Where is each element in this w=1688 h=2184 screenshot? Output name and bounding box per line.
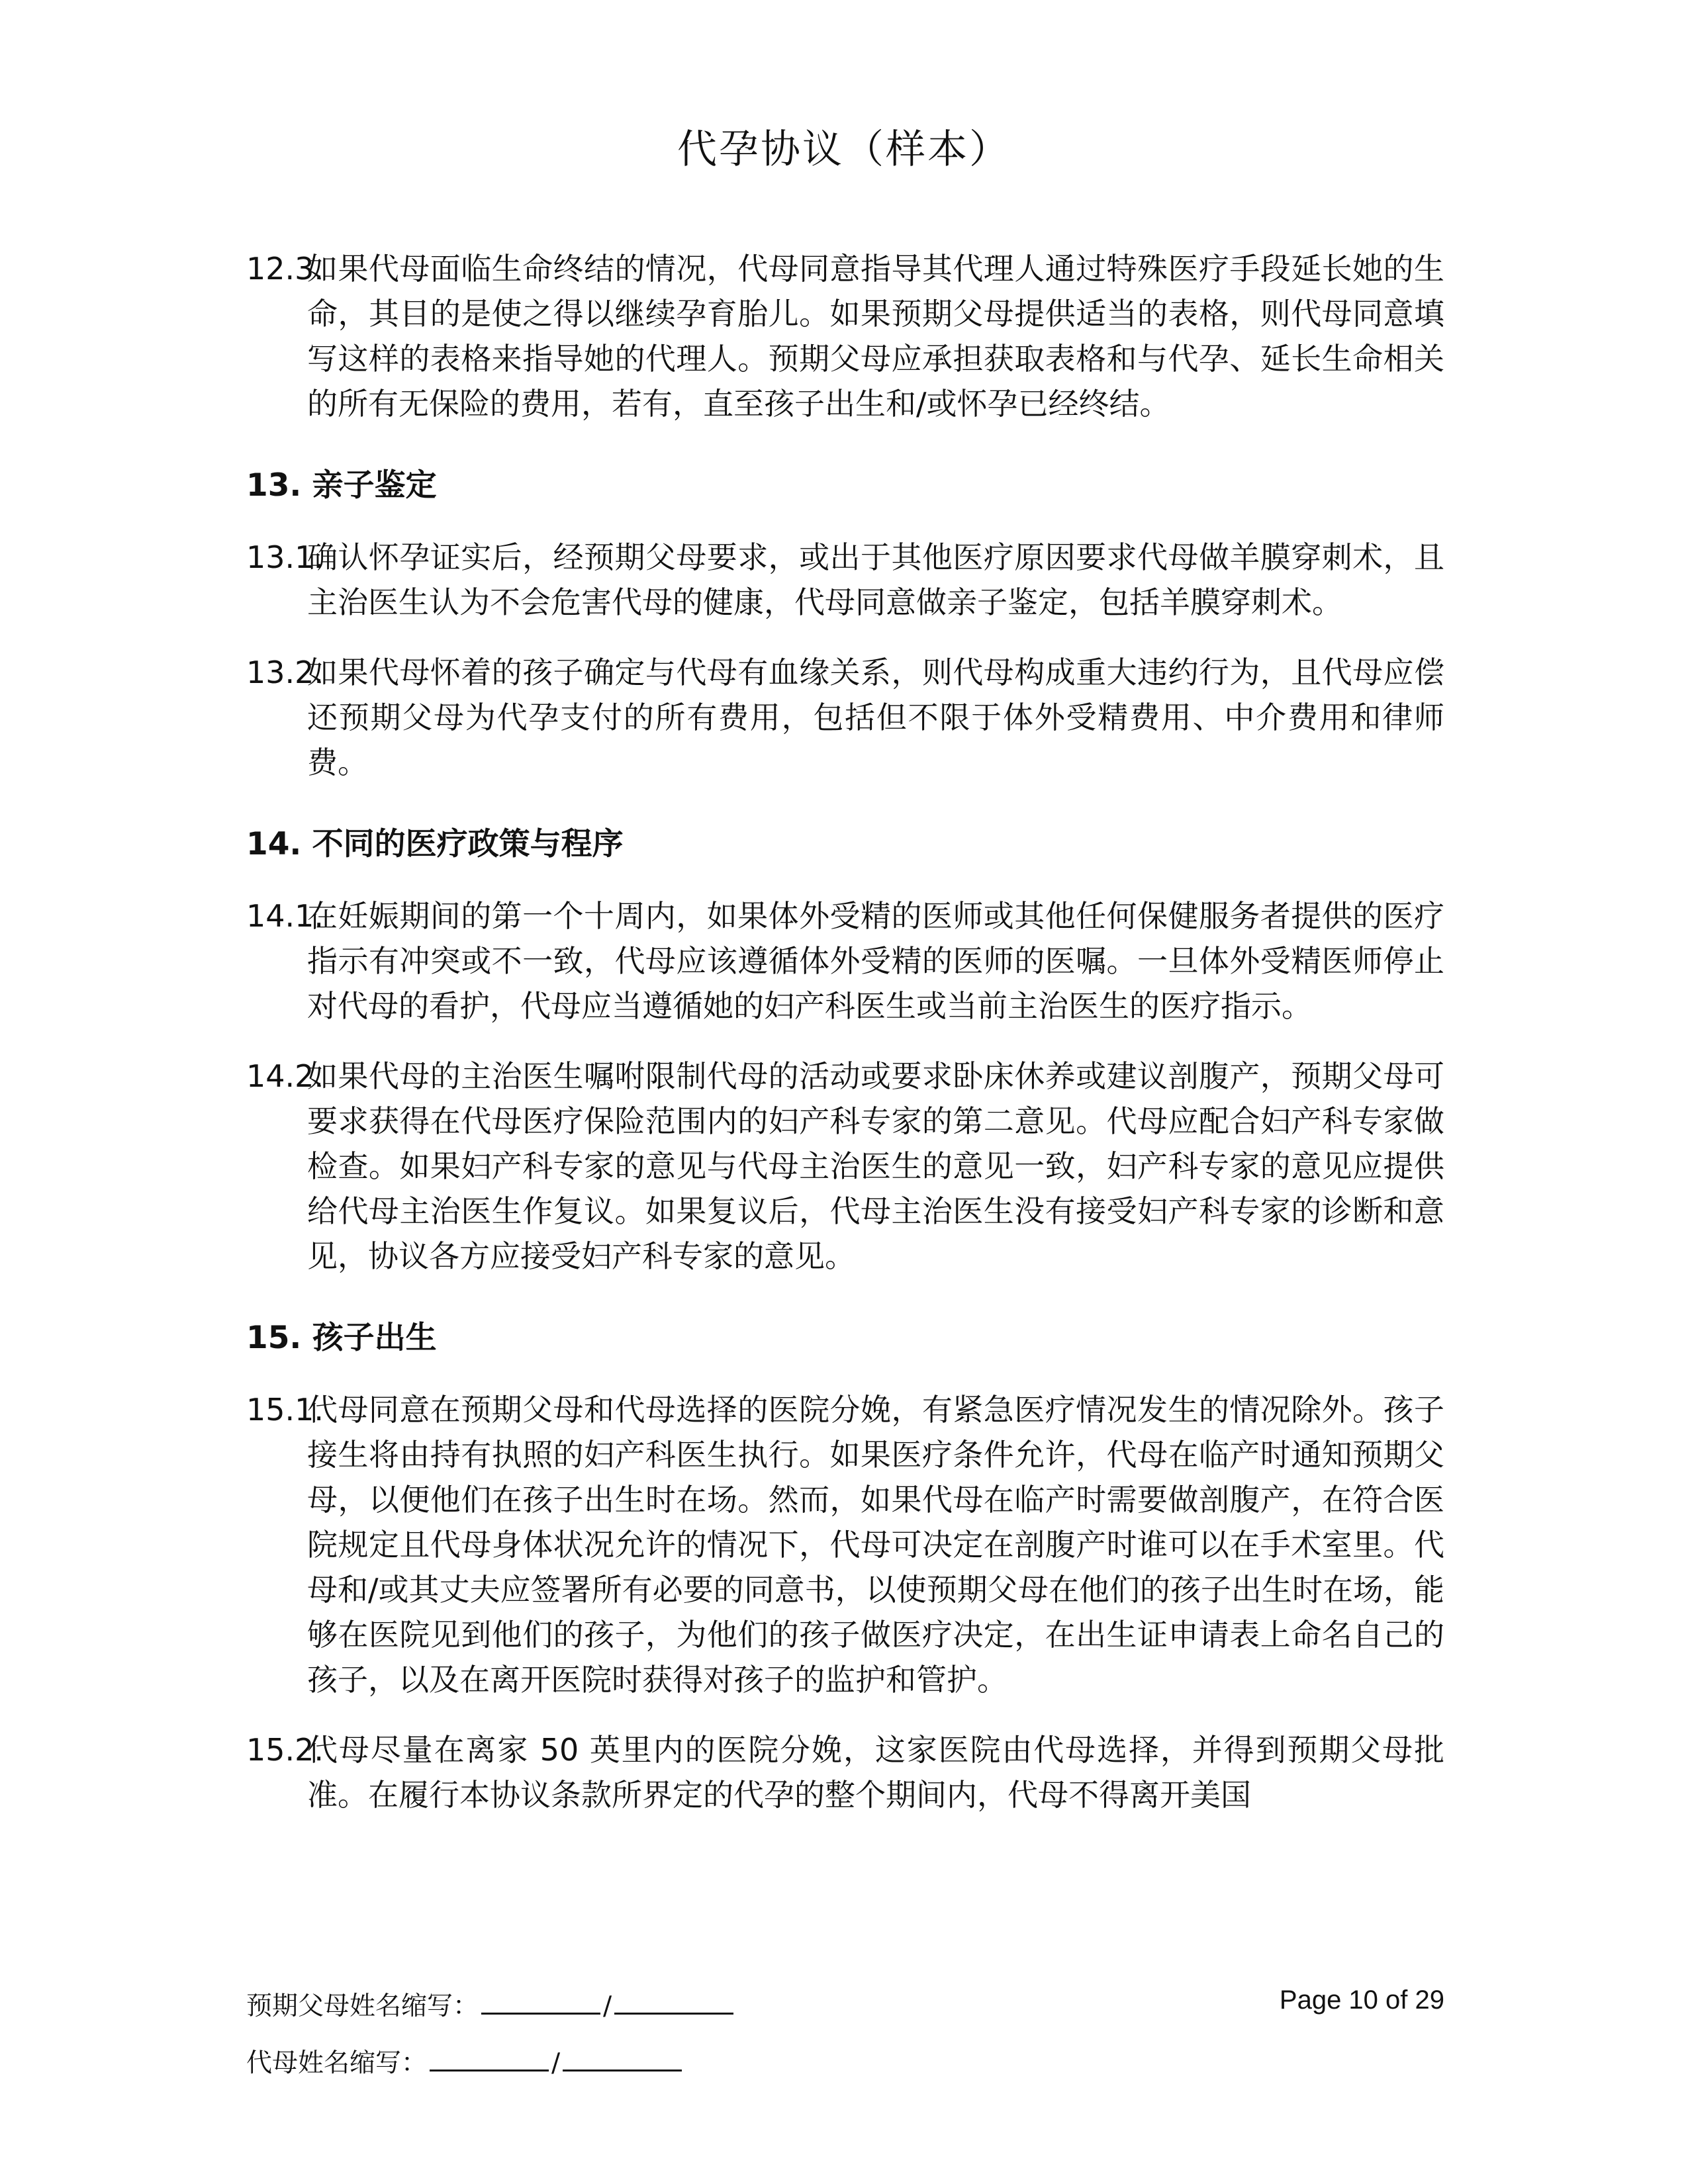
- clause-number: 12.3.: [246, 251, 324, 287]
- surrogate-initials-label: 代母姓名缩写：: [246, 2048, 428, 2078]
- clause-text: 代母同意在预期父母和代母选择的医院分娩，有紧急医疗情况发生的情况除外。孩子接生将由持有执照的妇产科医生执行。如果医疗条件允许，代母在临产时通知预期父母，以便他们在孩子出生时在场。然而，如果代母在临产时需要做剖腹产，在符合医院规定且代母身体状况允许的情况下，代母可决定在剖腹产时谁可以在手术室里。代母和/或其丈夫应签署所有必要的同意书，以使预期父母在他们的孩子出生时在场，能够在医院见到他们的孩子，为他们的孩子做医疗决定，在出生证申请表上命名自己的孩子，以及在离开医院时获得对孩子的监护和管护。: [307, 1392, 1444, 1698]
- document-body: [246, 246, 1444, 1843]
- clause-14-2: [246, 1054, 1444, 1279]
- surrogate-initials-line: [246, 2042, 1444, 2079]
- clause-13-2: [246, 650, 1444, 785]
- section-14-heading: 14. 不同的医疗政策与程序: [246, 826, 624, 862]
- section-13-heading: 13. 亲子鉴定: [246, 467, 437, 504]
- clause-number: 15.1.: [246, 1392, 324, 1428]
- clause-text: 在妊娠期间的第一个十周内，如果体外受精的医师或其他任何保健服务者提供的医疗指示有冲突或不一致，代母应该遵循体外受精的医师的医嘱。一旦体外受精医师停止对代母的看护，代母应当遵循她的妇产科医生或当前主治医生的医疗指示。: [307, 898, 1444, 1024]
- clause-number: 13.2.: [246, 655, 324, 690]
- parents-initials-blank-2[interactable]: [614, 1990, 733, 2015]
- initials-separator: /: [551, 2048, 561, 2078]
- clause-number: 13.1.: [246, 539, 324, 575]
- clause-12-3: [246, 246, 1444, 426]
- clause-13-1: [246, 535, 1444, 625]
- document-title: 代孕协议（样本）: [677, 126, 1011, 173]
- clause-number: 14.2.: [246, 1058, 324, 1094]
- clause-text: 如果代母面临生命终结的情况，代母同意指导其代理人通过特殊医疗手段延长她的生命，其目的是使之得以继续孕育胎儿。如果预期父母提供适当的表格，则代母同意填写这样的表格来指导她的代理人。预期父母应承担获取表格和与代孕、延长生命相关的所有无保险的费用，若有，直至孩子出生和/或怀孕已经终结。: [307, 251, 1444, 422]
- section-15-heading: 15. 孩子出生: [246, 1320, 437, 1356]
- clause-text: 如果代母怀着的孩子确定与代母有血缘关系，则代母构成重大违约行为，且代母应偿还预期父母为代孕支付的所有费用，包括但不限于体外受精费用、中介费用和律师费。: [307, 655, 1444, 780]
- clause-number: 14.1.: [246, 898, 324, 934]
- parents-initials-line: [246, 1985, 1444, 2023]
- clause-15-2: [246, 1727, 1444, 1817]
- page-number: Page 10 of 29: [1279, 1985, 1444, 2015]
- surrogate-initials-blank-2[interactable]: [563, 2047, 682, 2071]
- surrogate-initials-blank-1[interactable]: [430, 2047, 549, 2071]
- clause-number: 15.2.: [246, 1732, 324, 1768]
- initials-separator: /: [603, 1991, 612, 2021]
- clause-text: 如果代母的主治医生嘱咐限制代母的活动或要求卧床休养或建议剖腹产，预期父母可要求获得在代母医疗保险范围内的妇产科专家的第二意见。代母应配合妇产科专家做检查。如果妇产科专家的意见与代母主治医生的意见一致，妇产科专家的意见应提供给代母主治医生作复议。如果复议后，代母主治医生没有接受妇产科专家的诊断和意见，协议各方应接受妇产科专家的意见。: [307, 1058, 1444, 1274]
- clause-14-1: [246, 893, 1444, 1028]
- clause-text: 代母尽量在离家 50 英里内的医院分娩，这家医院由代母选择，并得到预期父母批准。在履行本协议条款所界定的代孕的整个期间内，代母不得离开美国: [307, 1732, 1444, 1813]
- clause-text: 确认怀孕证实后，经预期父母要求，或出于其他医疗原因要求代母做羊膜穿刺术，且主治医生认为不会危害代母的健康，代母同意做亲子鉴定，包括羊膜穿刺术。: [307, 539, 1444, 620]
- parents-initials-blank-1[interactable]: [481, 1990, 600, 2015]
- parents-initials-label: 预期父母姓名缩写：: [246, 1991, 479, 2021]
- clause-15-1: [246, 1387, 1444, 1702]
